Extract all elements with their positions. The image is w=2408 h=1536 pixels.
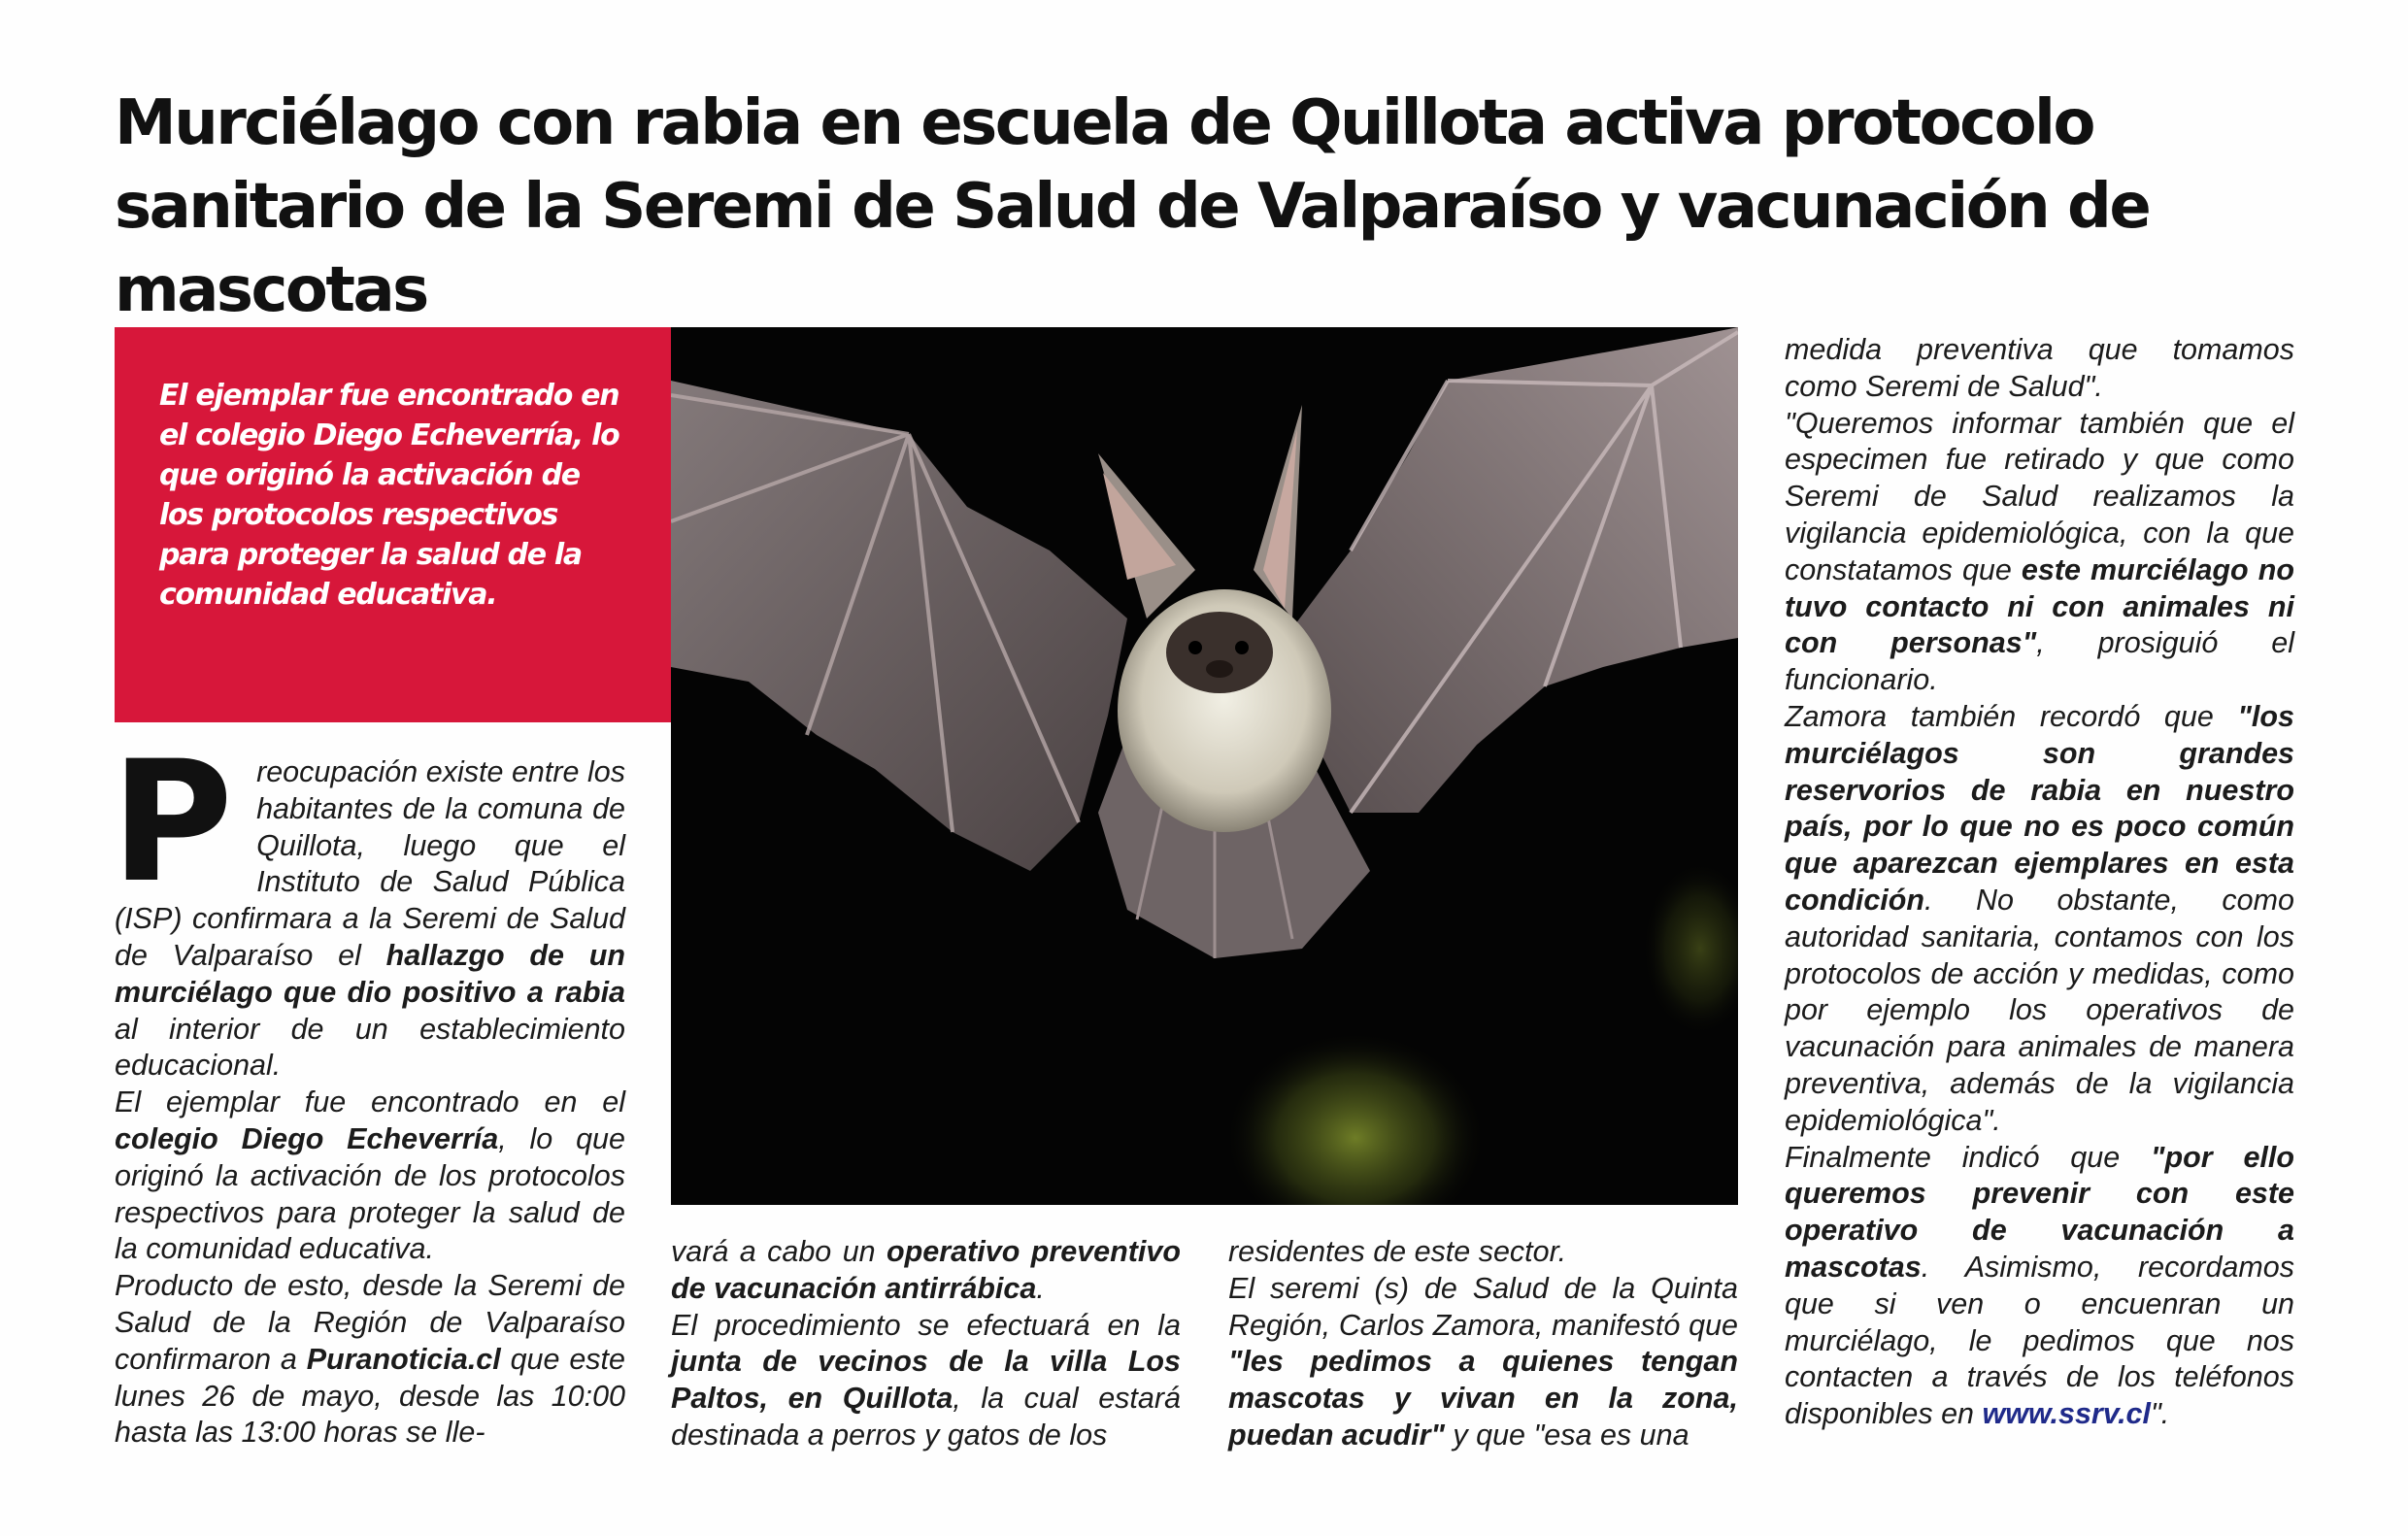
bat-photo xyxy=(671,327,1738,1205)
paragraph: Zamora también recordó que "los murciélagos son grandes reservorios de rabia en nuestro país, por lo que no es poco común que aparezcan ejemplares en esta condición. No obstante, como autoridad sanitaria, contamos con los protocolos de acción y medidas, como por ejemplo los operativos de vacunación para animales de manera preventiva, además de la vigilancia epidemiológica". xyxy=(1785,699,2294,1137)
paragraph: reocupación existe entre los habitantes de la comuna de Quillota, luego que el Instituto de Salud Pública (ISP) confirmara a la Seremi de Salud de Valparaíso el hallazgo de un murciélago que dio positivo a rabia al interior de un establecimiento educacional. xyxy=(115,755,625,1083)
paragraph: vará a cabo un operativo preventivo de vacunación antirrábica. xyxy=(671,1235,1181,1305)
body-column-3 xyxy=(1228,1234,1738,1454)
paragraph: medida preventiva que tomamos como Seremi de Salud". xyxy=(1785,333,2294,403)
pullquote-box xyxy=(115,327,671,722)
paragraph: Producto de esto, desde la Seremi de Salud de la Región de Valparaíso confirmaron a Puranoticia.cl que este lunes 26 de mayo, desde las 10:00 hasta las 13:00 horas se lle- xyxy=(115,1269,625,1450)
paragraph: El procedimiento se efectuará en la junta de vecinos de la villa Los Paltos, en Quillota, la cual estará destinada a perros y gatos de los xyxy=(671,1308,1181,1452)
body-column-2 xyxy=(671,1234,1181,1454)
body-column-4 xyxy=(1785,332,2294,1433)
paragraph: residentes de este sector. xyxy=(1228,1235,1567,1268)
body-column-1 xyxy=(111,724,625,1452)
paragraph: "Queremos informar también que el especimen fue retirado y que como Seremi de Salud realizamos la vigilancia epidemiológica, con la que constatamos que este murciélago no tuvo contacto ni con animales ni con personas", prosiguió el funcionario. xyxy=(1785,406,2294,697)
drop-cap: P xyxy=(111,724,234,919)
headline: Murciélago con rabia en escuela de Quillota activa protocolo sanitario de la Seremi de Salud de Valparaíso y vacunación de mascotas xyxy=(115,87,2150,326)
website-link[interactable]: www.ssrv.cl xyxy=(1982,1397,2151,1431)
paragraph: El ejemplar fue encontrado en el colegio Diego Echeverría, lo que originó la activación de los protocolos respectivos para proteger la salud de la comunidad educativa. xyxy=(115,1085,625,1266)
paragraph: Finalmente indicó que "por ello queremos prevenir con este operativo de vacunación a mascotas. Asimismo, recordamos que si ven o encuenran un murciélago, le pedimos que nos contacten a través de los teléfonos disponibles en www.ssrv.cl". xyxy=(1785,1140,2294,1431)
pullquote-text: El ejemplar fue encontrado en el colegio Diego Echeverría, lo que originó la activación de los protocolos respectivos para proteger la salud de la comunidad educativa. xyxy=(159,379,619,612)
paragraph: El seremi (s) de Salud de la Quinta Región, Carlos Zamora, manifestó que "les pedimos a quienes tengan mascotas y vivan en la zona, puedan acudir" y que "esa es una xyxy=(1228,1271,1738,1452)
